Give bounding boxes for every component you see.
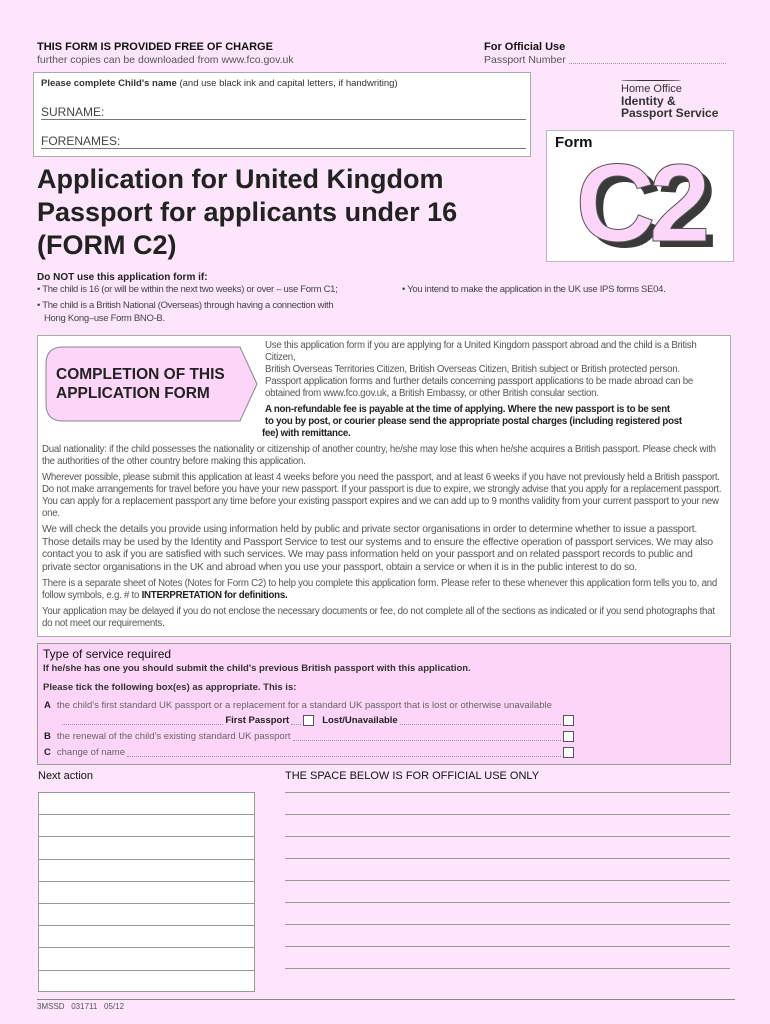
official-line xyxy=(285,902,730,903)
fee-line: to you by post, or courier please send the appropriate postal charges (including registered post xyxy=(265,416,682,427)
intro-line: Passport application forms and further details concerning passport applications to be made abroad can be xyxy=(265,376,693,387)
completion-arrow xyxy=(45,346,259,424)
official-line xyxy=(285,792,730,793)
delay-text: Your application may be delayed if you do not enclose the necessary documents or fee, do not complete all of the sections as indicated or if you send photographs that do not meet our requirements. xyxy=(42,606,715,629)
surname-field[interactable] xyxy=(41,119,526,120)
intro-line: British Overseas Territories Citizen, British Overseas Citizen, British subject or British protected person. xyxy=(265,364,680,375)
service-type-section xyxy=(37,643,731,765)
intro-line: Use this application form if you are applying for a United Kingdom passport abroad and the child is a British Citizen, xyxy=(265,340,697,363)
option-a-choices xyxy=(60,715,574,726)
do-not-heading: Do NOT use this application form if: xyxy=(37,272,208,283)
official-line xyxy=(285,814,730,815)
child-name-box xyxy=(33,72,531,157)
badge-code: C2 xyxy=(575,142,705,262)
title-line: (FORM C2) xyxy=(37,230,177,260)
do-not-item: Hong Kong–use Form BNO-B. xyxy=(44,313,165,324)
official-line xyxy=(285,836,730,837)
option-letter: A xyxy=(44,700,51,711)
change-of-name-checkbox[interactable] xyxy=(563,747,574,758)
table-row[interactable] xyxy=(39,971,254,993)
name-instruction: (and use black ink and capital letters, if handwriting) xyxy=(179,78,398,89)
next-action-table xyxy=(38,792,255,992)
passport-number-field[interactable] xyxy=(484,54,726,66)
lost-unavailable-checkbox[interactable] xyxy=(563,715,574,726)
official-line xyxy=(285,968,730,969)
checks-text: We will check the details you provide using information held by public and private sector organisations in order to determine whether to issue a passport. Those details may be used by the Identity and Passport Service to test our systems and to ensure the effective operation of passport services. We may also contact you to ask if you are satisfied with such services. We may pass information held on your passport and on related passport records to public and private sector organisations in the UK and abroad when you use your passport, obtain a service or when it is in the public interest to do so. xyxy=(42,524,713,573)
tick-instruction: Please tick the following box(es) as appropriate. This is: xyxy=(43,682,297,693)
do-not-item: • You intend to make the application in the UK use IPS forms SE04. xyxy=(402,284,666,295)
official-use-label: For Official Use xyxy=(484,41,566,53)
form-reference: 3MSSD 031711 05/12 xyxy=(37,1002,125,1011)
notes-body: There is a separate sheet of Notes (Notes for Form C2) to help you complete this application form. Please refer to these whenever this application form tells you to, and follow symbols, e.g. # to xyxy=(42,578,717,601)
forenames-label: FORENAMES: xyxy=(41,134,121,148)
completion-heading xyxy=(56,365,225,403)
official-line xyxy=(285,924,730,925)
option-letter: B xyxy=(44,731,51,742)
option-b-row xyxy=(44,731,574,742)
passport-number-label: Passport Number xyxy=(484,54,566,66)
name-instruction-bold: Please complete Child's name xyxy=(41,78,177,89)
notes-text xyxy=(42,578,724,602)
fee-notice xyxy=(262,404,724,440)
download-note: further copies can be downloaded from www.fco.gov.uk xyxy=(37,54,294,66)
official-area xyxy=(37,767,731,999)
timing-text: Wherever possible, please submit this application at least 4 weeks before you need the passport, and at least 6 weeks if you have not previously held a British passport. Do not make arrangements for travel before you have your new passport. If your passport is due to expire, we strongly advise that you apply for a replacement passport. You can apply for a replacement passport any time before your existing passport expires and we can add up to 9 months validity from your current passport to your new one. xyxy=(42,472,722,519)
option-b-text: the renewal of the child's existing standard UK passport xyxy=(56,731,291,742)
service-heading: Type of service required xyxy=(43,647,172,661)
free-notice: THIS FORM IS PROVIDED FREE OF CHARGE xyxy=(37,41,273,53)
intro-line: obtained from www.fco.gov.uk, a British Embassy, or other British consular section. xyxy=(265,388,599,399)
option-c-text: change of name xyxy=(56,747,126,758)
badge-label: Form xyxy=(555,134,593,151)
table-row[interactable] xyxy=(39,882,254,904)
page-title xyxy=(37,163,457,262)
title-line: Passport for applicants under 16 xyxy=(37,197,458,227)
option-a-row xyxy=(44,700,724,711)
option-letter: C xyxy=(44,747,51,758)
home-office-logo xyxy=(621,80,718,119)
logo-line: Passport Service xyxy=(621,106,719,120)
fee-line: fee) with remittance. xyxy=(262,428,351,439)
table-row[interactable] xyxy=(39,860,254,882)
heading-line: APPLICATION FORM xyxy=(56,385,210,402)
service-note: If he/she has one you should submit the child's previous British passport with this application. xyxy=(43,663,471,674)
table-row[interactable] xyxy=(39,926,254,948)
table-row[interactable] xyxy=(39,793,254,815)
official-space-label: THE SPACE BELOW IS FOR OFFICIAL USE ONLY xyxy=(285,770,540,782)
official-line xyxy=(285,880,730,881)
table-row[interactable] xyxy=(39,904,254,926)
first-passport-checkbox[interactable] xyxy=(303,715,314,726)
renewal-checkbox[interactable] xyxy=(563,731,574,742)
intro-text xyxy=(262,340,724,400)
table-row[interactable] xyxy=(39,815,254,837)
option-c-row xyxy=(44,747,574,758)
logo-line: Home Office xyxy=(621,83,682,95)
heading-line: COMPLETION OF THIS xyxy=(56,366,225,383)
forenames-field[interactable] xyxy=(41,148,526,149)
fee-line: A non-refundable fee is payable at the time of applying. Where the new passport is to be sent xyxy=(265,404,670,415)
surname-label: SURNAME: xyxy=(41,105,105,119)
title-line: Application for United Kingdom xyxy=(37,164,444,194)
footer-divider xyxy=(37,999,735,1000)
logo-line: Identity & xyxy=(621,94,676,108)
table-row[interactable] xyxy=(39,948,254,970)
next-action-label: Next action xyxy=(38,770,94,782)
completion-section xyxy=(37,335,731,637)
lower-page xyxy=(37,335,731,1011)
do-not-item: • The child is 16 (or will be within the next two weeks) or over – use Form C1; xyxy=(37,284,338,295)
form-c2-badge xyxy=(546,130,734,262)
lost-unavailable-label: Lost/Unavailable xyxy=(322,715,398,726)
dual-nationality-text: Dual nationality: if the child possesses the nationality or citizenship of another country, he/she may lose this when he/she acquires a British passport. Please check with the authorities of the other country before making this application. xyxy=(42,444,716,467)
do-not-item: • The child is a British National (Overseas) through having a connection with xyxy=(37,300,334,311)
official-line xyxy=(285,858,730,859)
notes-bold: INTERPRETATION for definitions. xyxy=(141,590,288,601)
option-a-text: the child's first standard UK passport or a replacement for a standard UK passport that is lost or otherwise unavailable xyxy=(56,700,552,711)
table-row[interactable] xyxy=(39,837,254,859)
first-passport-label: First Passport xyxy=(225,715,290,726)
official-line xyxy=(285,946,730,947)
